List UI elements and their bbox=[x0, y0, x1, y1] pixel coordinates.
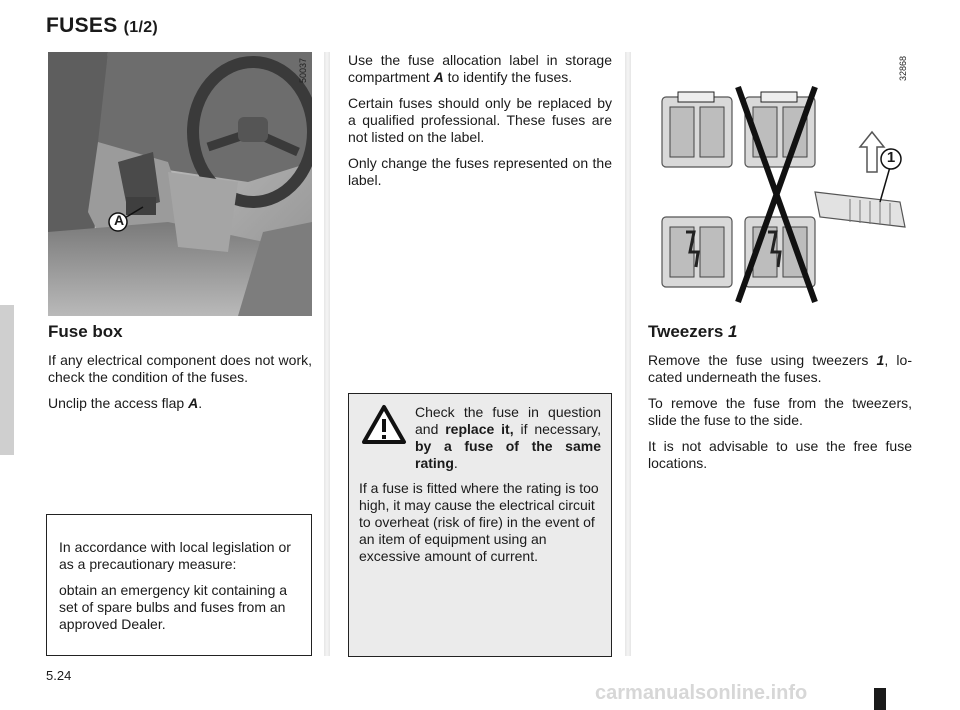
column-divider-2 bbox=[625, 52, 631, 656]
page-number: 5.24 bbox=[46, 668, 72, 683]
middle-paragraph-1: Use the fuse allocation label in storage compartment A to identify the fuses. bbox=[348, 52, 612, 85]
watermark-text: carmanualsonline.info bbox=[595, 682, 808, 704]
warning-paragraph-1: Check the fuse in question and replace it, if necessary, by a fuse of the same rating. bbox=[415, 404, 601, 471]
title-text: FUSES bbox=[46, 14, 118, 37]
middle-column bbox=[348, 52, 612, 189]
tweezers-paragraph-3: It is not advisable to use the free fuse locations. bbox=[648, 438, 912, 471]
title-part: (1/2) bbox=[123, 19, 159, 36]
warning-paragraph-2: If a fuse is fitted where the rating is too high, it may cause the electrical circuit to overheat (risk of fire) in the event of an item of equipment using an excessive amount of current. bbox=[359, 480, 599, 564]
diagram-ref-number: 32868 bbox=[898, 56, 908, 82]
kit-note-paragraph-1: In accordance with local legislation or as a precautionary measure: bbox=[59, 539, 291, 572]
warning-triangle-icon bbox=[361, 404, 407, 446]
middle-paragraph-2: Certain fuses should only be replaced by a qualified professional. These fuses are not listed on the label. bbox=[348, 95, 612, 145]
fuses-diagram bbox=[650, 52, 912, 314]
fuse-box-heading: Fuse box bbox=[48, 322, 123, 341]
fuse-box-section bbox=[48, 322, 312, 412]
tweezers-section bbox=[648, 322, 912, 472]
callout-label-1: 1 bbox=[886, 149, 896, 166]
tweezers-heading: Tweezers 1 bbox=[648, 322, 738, 341]
emergency-kit-note bbox=[46, 514, 312, 656]
column-divider-1 bbox=[324, 52, 330, 656]
page-title bbox=[46, 14, 158, 38]
dashboard-photo bbox=[48, 52, 312, 316]
callout-label-a: A bbox=[113, 212, 125, 228]
tweezers-paragraph-2: To remove the fuse from the tweezers, slide the fuse to the side. bbox=[648, 395, 912, 428]
fuse-box-paragraph-2: Unclip the access flap A. bbox=[48, 395, 203, 411]
corner-mark bbox=[874, 688, 886, 710]
fuse-box-paragraph-1: If any electrical component does not work, check the condition of the fuses. bbox=[48, 352, 312, 385]
section-tab bbox=[0, 305, 14, 455]
fuse-rating-warning bbox=[348, 393, 612, 657]
kit-note-paragraph-2: obtain an emergency kit containing a set of spare bulbs and fuses from an approved Dealer. bbox=[59, 582, 288, 632]
middle-paragraph-3: Only change the fuses represented on the label. bbox=[348, 155, 612, 188]
photo-ref-number: 50037 bbox=[298, 58, 308, 84]
tweezers-paragraph-1: Remove the fuse using tweezers 1, located underneath the fuses. bbox=[648, 352, 912, 385]
